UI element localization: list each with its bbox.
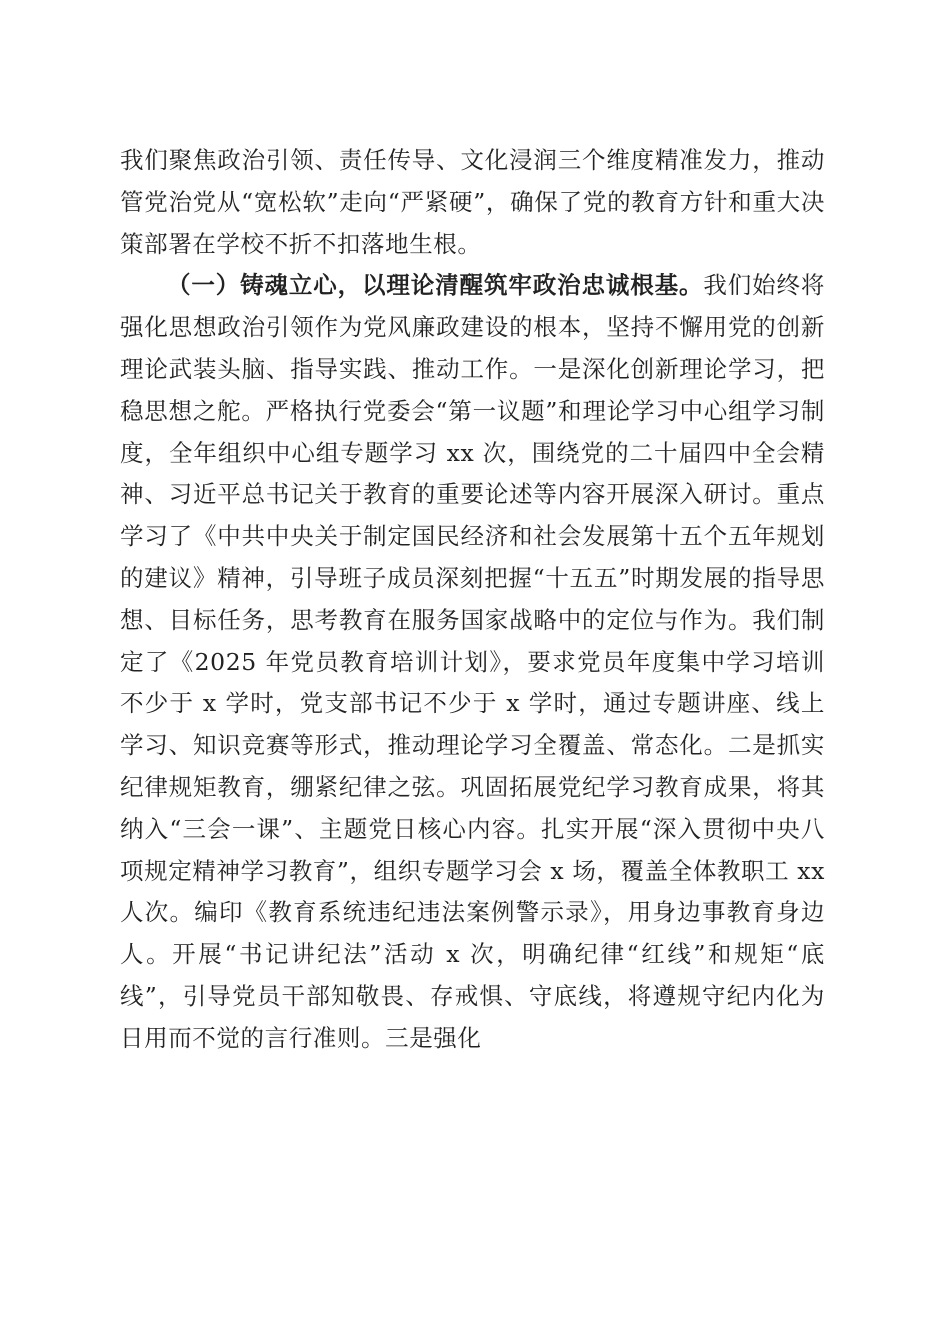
- section-1-heading: （一）铸魂立心，以理论清醒筑牢政治忠诚根基。: [167, 271, 704, 300]
- section-1-body: 我们始终将强化思想政治引领作为党风廉政建设的根本，坚持不懈用党的创新理论武装头脑、指导实践、推动工作。一是深化创新理论学习，把稳思想之舵。严格执行党委会“第一议题”和理论学习中心组学习制度，全年组织中心组专题学习 xx 次，围绕党的二十届四中全会精神、习近平总书记关于教育的重要论述等内容开展深入研讨。重点学习了《中共中央关于制定国民经济和社会发展第十五个五年规划的建议》精神，引导班子成员深刻把握“十五五”时期发展的指导思想、目标任务，思考教育在服务国家战略中的定位与作为。我们制定了《2025 年党员教育培训计划》，要求党员年度集中学习培训不少于 x 学时，党支部书记不少于 x 学时，通过专题讲座、线上学习、知识竞赛等形式，推动理论学习全覆盖、常态化。二是抓实纪律规矩教育，绷紧纪律之弦。巩固拓展党纪学习教育成果，将其纳入“三会一课”、主题党日核心内容。扎实开展“深入贯彻中央八项规定精神学习教育”，组织专题学习会 x 场，覆盖全体教职工 xx 人次。编印《教育系统违纪违法案例警示录》，用身边事教育身边人。开展“书记讲纪法”活动 x 次，明确纪律“红线”和规矩“底线”，引导党员干部知敬畏、存戒惧、守底线，将遵规守纪内化为日用而不觉的言行准则。三是强化: [120, 271, 825, 1052]
- document-body: [120, 140, 825, 1060]
- section-1-paragraph: [120, 265, 825, 1059]
- intro-paragraph-text: 我们聚焦政治引领、责任传导、文化浸润三个维度精准发力，推动管党治党从“宽松软”走向“严紧硬”，确保了党的教育方针和重大决策部署在学校不折不扣落地生根。: [120, 146, 825, 258]
- intro-paragraph: [120, 140, 825, 265]
